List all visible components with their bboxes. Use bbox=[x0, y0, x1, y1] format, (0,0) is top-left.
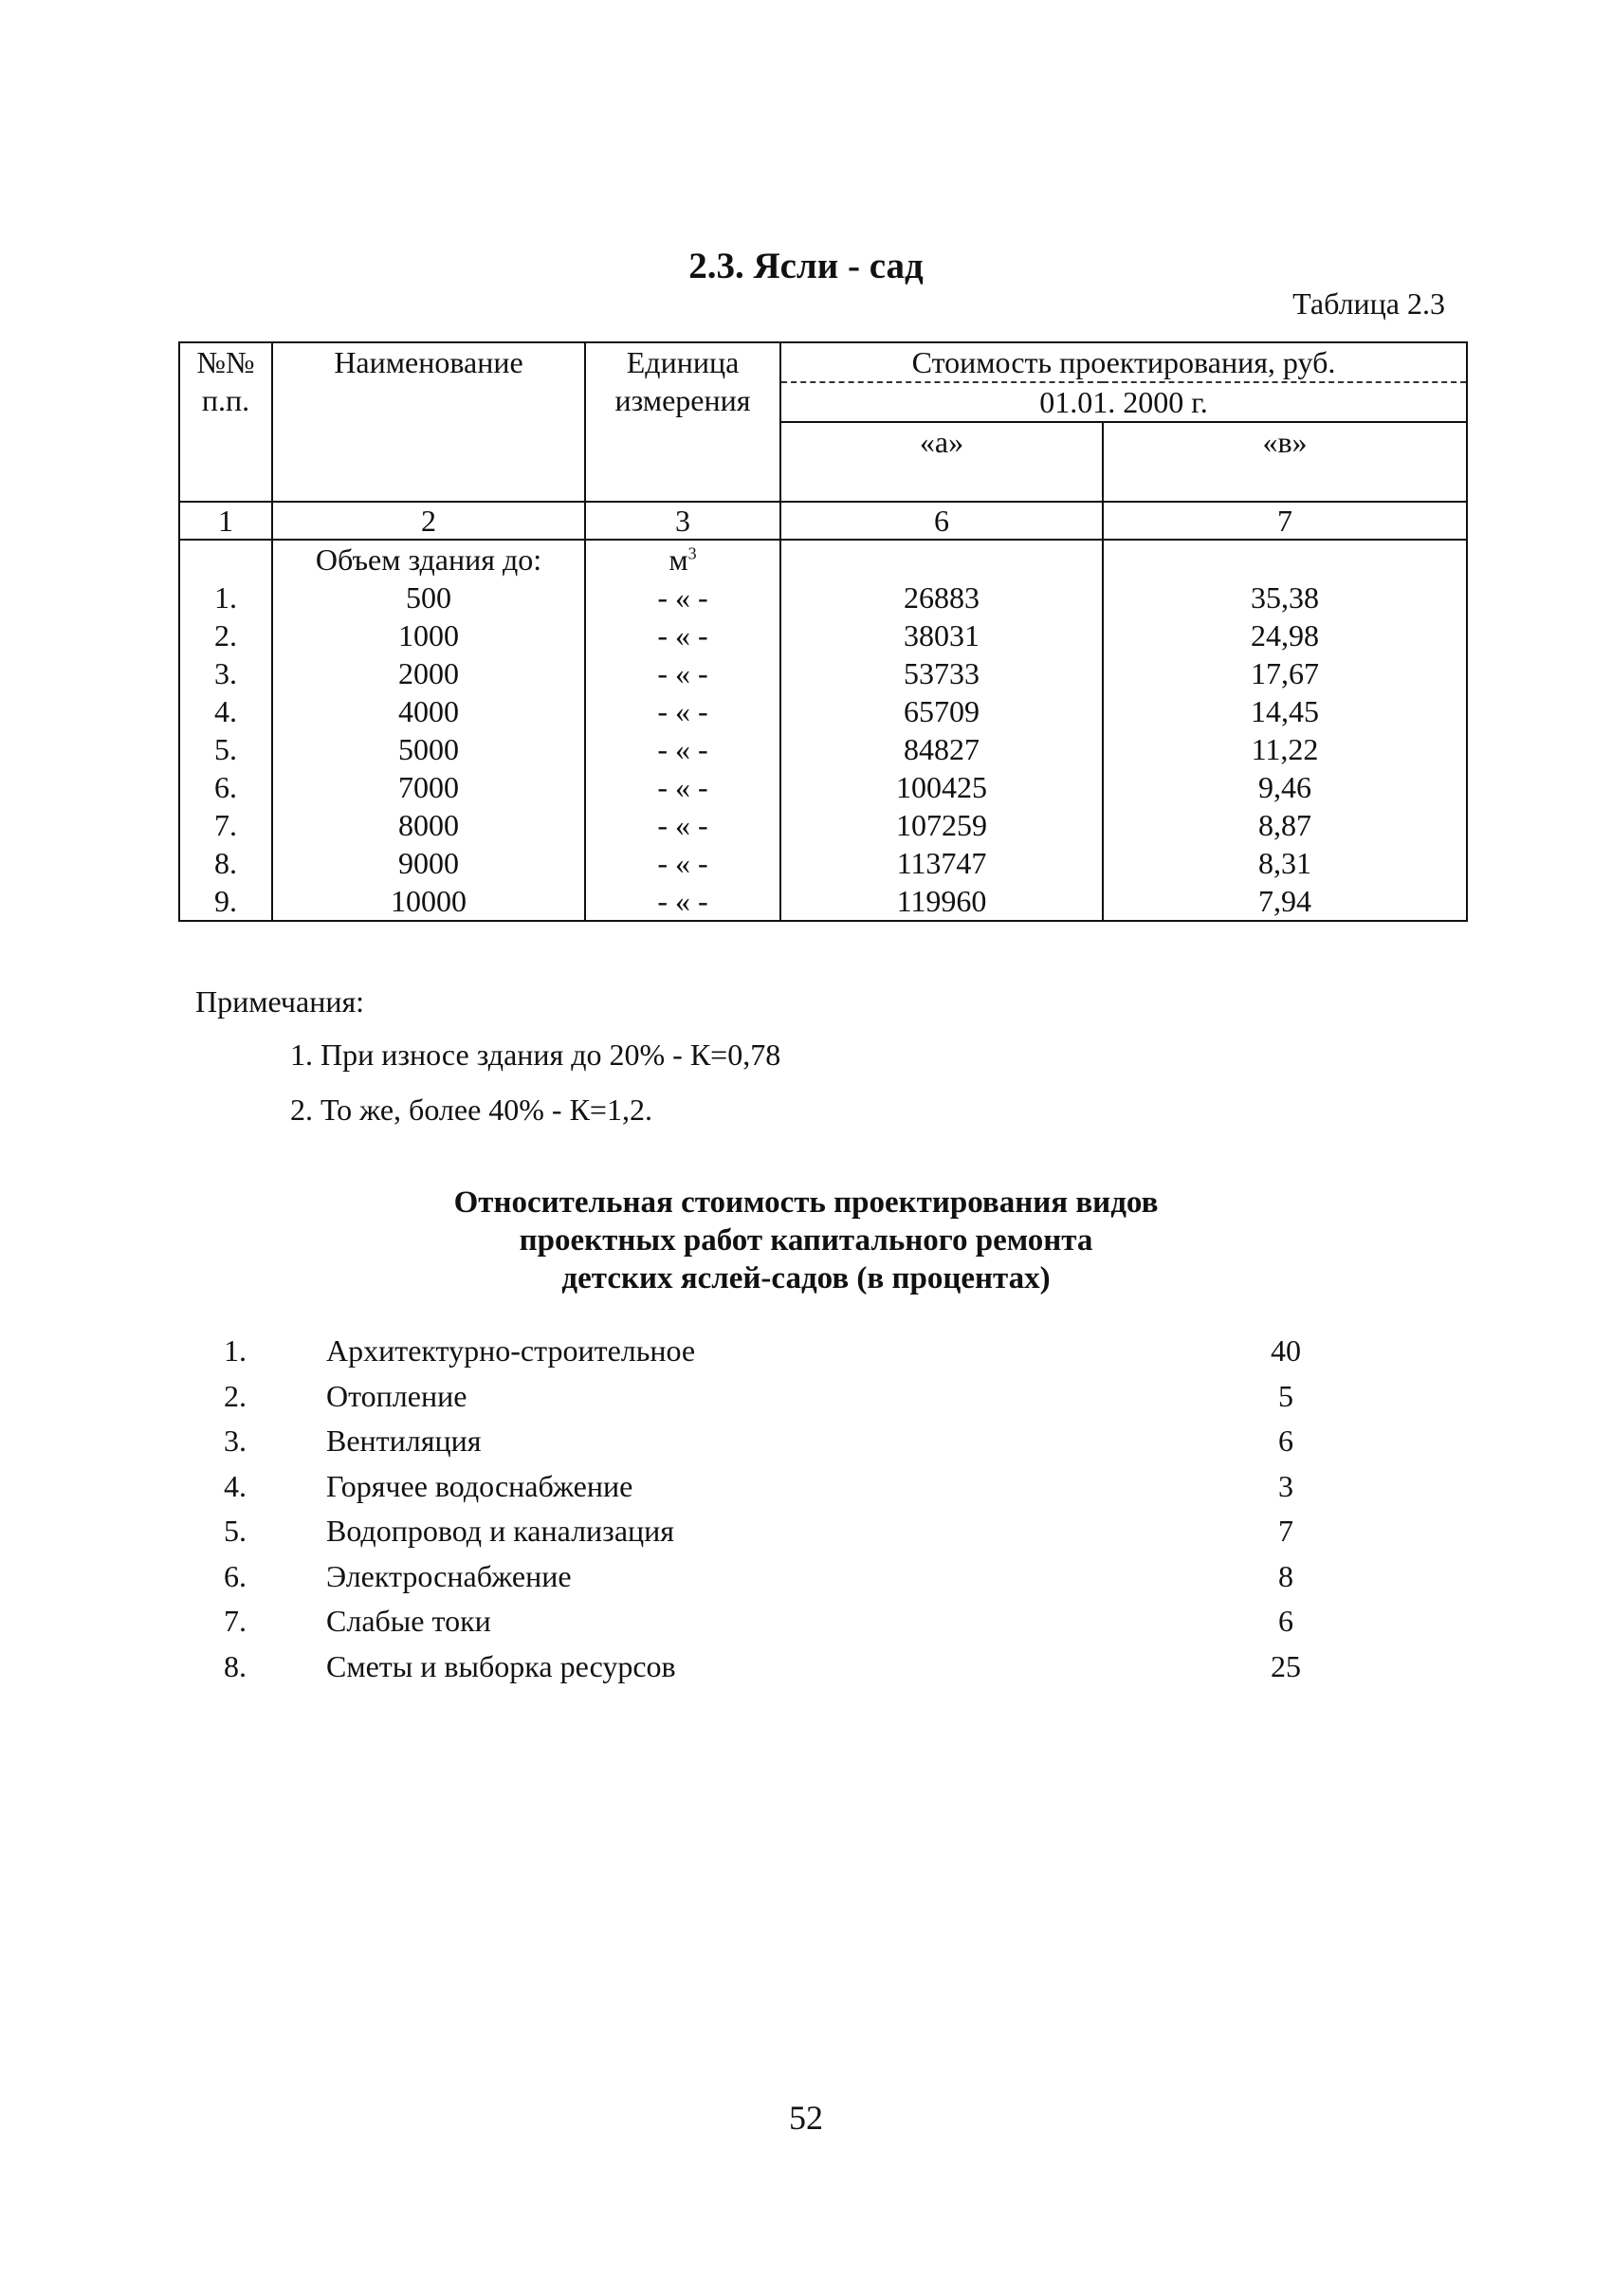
row-volume: 10000 bbox=[272, 882, 585, 921]
header-num-line2: п.п. bbox=[201, 383, 250, 417]
table-row bbox=[179, 768, 1467, 806]
item-percent: 40 bbox=[1271, 1333, 1301, 1368]
item-name: Горячее водоснабжение bbox=[326, 1468, 633, 1503]
header-name: Наименование bbox=[272, 342, 585, 502]
table-row bbox=[179, 692, 1467, 730]
item-number: 6. bbox=[224, 1558, 247, 1593]
table-row bbox=[179, 882, 1467, 921]
item-percent: 3 bbox=[1278, 1468, 1293, 1503]
row-num: 8. bbox=[179, 844, 272, 882]
list-item bbox=[224, 1422, 1324, 1467]
header-date: 01.01. 2000 г. bbox=[780, 382, 1467, 422]
table-row bbox=[179, 616, 1467, 654]
row-num: 9. bbox=[179, 882, 272, 921]
row-unit: - « - bbox=[585, 616, 780, 654]
relative-cost-list bbox=[224, 1332, 1324, 1692]
table-intro-row bbox=[179, 540, 1467, 579]
note-item: 2. То же, более 40% - К=1,2. bbox=[290, 1093, 652, 1127]
row-num: 1. bbox=[179, 579, 272, 616]
header-cost: Стоимость проектирования, руб. bbox=[780, 342, 1467, 382]
item-percent: 5 bbox=[1278, 1378, 1293, 1413]
row-cost-a: 113747 bbox=[780, 844, 1103, 882]
relative-cost-title-line: детских яслей-садов (в процентах) bbox=[561, 1261, 1051, 1295]
row-num: 4. bbox=[179, 692, 272, 730]
row-volume: 4000 bbox=[272, 692, 585, 730]
row-unit: - « - bbox=[585, 654, 780, 692]
item-number: 1. bbox=[224, 1333, 247, 1368]
item-number: 5. bbox=[224, 1514, 247, 1548]
list-item bbox=[224, 1467, 1324, 1513]
header-num bbox=[179, 342, 272, 502]
row-unit: - « - bbox=[585, 579, 780, 616]
table-row bbox=[179, 844, 1467, 882]
relative-cost-title-line: Относительная стоимость проектирования видов bbox=[453, 1185, 1159, 1220]
intro-name: Объем здания до: bbox=[272, 540, 585, 579]
row-num: 7. bbox=[179, 806, 272, 844]
section-title: 2.3. Ясли - сад bbox=[688, 246, 924, 286]
item-name: Сметы и выборка ресурсов bbox=[326, 1648, 676, 1683]
row-cost-b: 35,38 bbox=[1103, 579, 1467, 616]
relative-cost-title-line: проектных работ капитального ремонта bbox=[519, 1223, 1093, 1258]
column-number: 1 bbox=[179, 502, 272, 540]
note-item: 1. При износе здания до 20% - К=0,78 bbox=[290, 1038, 781, 1072]
item-number: 4. bbox=[224, 1468, 247, 1503]
row-cost-a: 26883 bbox=[780, 579, 1103, 616]
row-volume: 5000 bbox=[272, 730, 585, 768]
item-name: Архитектурно-строительное bbox=[326, 1333, 696, 1368]
row-volume: 2000 bbox=[272, 654, 585, 692]
table-label: Таблица 2.3 bbox=[1292, 286, 1445, 321]
header-unit bbox=[585, 342, 780, 502]
header-unit-line1: Единица bbox=[626, 345, 740, 379]
item-name: Вентиляция bbox=[326, 1424, 482, 1458]
table-row bbox=[179, 730, 1467, 768]
row-num: 2. bbox=[179, 616, 272, 654]
row-cost-a: 107259 bbox=[780, 806, 1103, 844]
item-number: 8. bbox=[224, 1648, 247, 1683]
row-cost-a: 53733 bbox=[780, 654, 1103, 692]
row-volume: 500 bbox=[272, 579, 585, 616]
list-item bbox=[224, 1557, 1324, 1603]
item-percent: 6 bbox=[1278, 1604, 1293, 1638]
column-number: 6 bbox=[780, 502, 1103, 540]
list-item bbox=[224, 1377, 1324, 1423]
row-unit: - « - bbox=[585, 692, 780, 730]
item-percent: 8 bbox=[1278, 1558, 1293, 1593]
list-item bbox=[224, 1602, 1324, 1647]
item-number: 3. bbox=[224, 1424, 247, 1458]
item-name: Водопровод и канализация bbox=[326, 1514, 674, 1548]
row-cost-b: 7,94 bbox=[1103, 882, 1467, 921]
item-number: 2. bbox=[224, 1378, 247, 1413]
intro-unit: $м^3$ bbox=[585, 540, 780, 579]
row-cost-b: 17,67 bbox=[1103, 654, 1467, 692]
row-cost-b: 9,46 bbox=[1103, 768, 1467, 806]
row-unit: - « - bbox=[585, 806, 780, 844]
list-item bbox=[224, 1512, 1324, 1557]
header-col-b: «в» bbox=[1103, 422, 1467, 502]
notes-heading: Примечания: bbox=[195, 984, 365, 1019]
item-name: Отопление bbox=[326, 1378, 467, 1413]
row-num: 6. bbox=[179, 768, 272, 806]
column-number: 7 bbox=[1103, 502, 1467, 540]
header-col-a: «а» bbox=[780, 422, 1103, 502]
design-cost-table bbox=[178, 341, 1468, 922]
row-cost-a: 84827 bbox=[780, 730, 1103, 768]
column-number: 2 bbox=[272, 502, 585, 540]
row-num: 3. bbox=[179, 654, 272, 692]
item-number: 7. bbox=[224, 1604, 247, 1638]
row-cost-a: 100425 bbox=[780, 768, 1103, 806]
row-unit: - « - bbox=[585, 882, 780, 921]
header-num-line1: №№ bbox=[196, 345, 255, 379]
table-row bbox=[179, 654, 1467, 692]
table-row bbox=[179, 806, 1467, 844]
row-volume: 9000 bbox=[272, 844, 585, 882]
row-cost-b: 14,45 bbox=[1103, 692, 1467, 730]
row-volume: 7000 bbox=[272, 768, 585, 806]
row-cost-b: 24,98 bbox=[1103, 616, 1467, 654]
list-item bbox=[224, 1647, 1324, 1693]
row-cost-b: 8,31 bbox=[1103, 844, 1467, 882]
item-percent: 25 bbox=[1271, 1648, 1301, 1683]
item-name: Слабые токи bbox=[326, 1604, 491, 1638]
page-number: 52 bbox=[789, 2099, 823, 2137]
row-num: 5. bbox=[179, 730, 272, 768]
item-name: Электроснабжение bbox=[326, 1558, 572, 1593]
row-unit: - « - bbox=[585, 768, 780, 806]
row-cost-b: 11,22 bbox=[1103, 730, 1467, 768]
item-percent: 6 bbox=[1278, 1424, 1293, 1458]
column-number: 3 bbox=[585, 502, 780, 540]
row-volume: 8000 bbox=[272, 806, 585, 844]
row-cost-a: 65709 bbox=[780, 692, 1103, 730]
row-cost-a: 38031 bbox=[780, 616, 1103, 654]
row-cost-a: 119960 bbox=[780, 882, 1103, 921]
row-unit: - « - bbox=[585, 844, 780, 882]
row-volume: 1000 bbox=[272, 616, 585, 654]
table-row bbox=[179, 579, 1467, 616]
list-item bbox=[224, 1332, 1324, 1377]
row-cost-b: 8,87 bbox=[1103, 806, 1467, 844]
row-unit: - « - bbox=[585, 730, 780, 768]
header-unit-line2: измерения bbox=[614, 383, 751, 417]
item-percent: 7 bbox=[1278, 1514, 1293, 1548]
relative-cost-title bbox=[0, 1184, 1612, 1297]
